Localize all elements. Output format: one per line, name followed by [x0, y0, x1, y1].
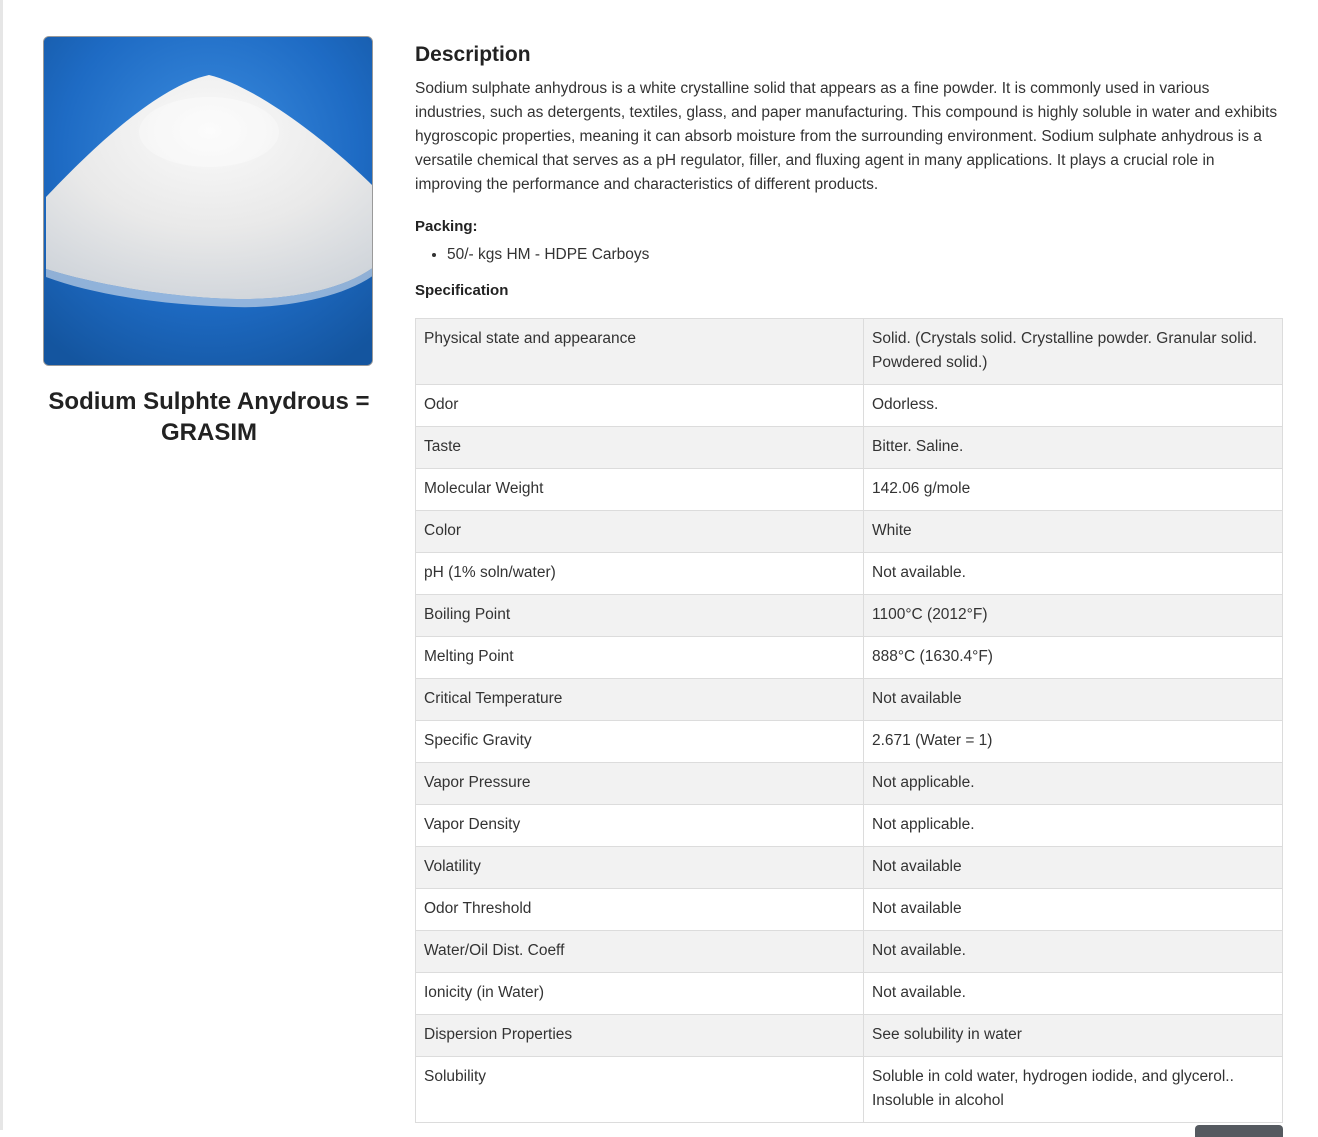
spec-property: Melting Point	[416, 637, 864, 679]
table-row	[416, 1015, 1283, 1057]
spec-value: Not available.	[864, 931, 1283, 973]
product-panel	[43, 36, 375, 448]
spec-property: Vapor Pressure	[416, 763, 864, 805]
page-left-edge	[0, 0, 3, 1130]
spec-property: Solubility	[416, 1057, 864, 1123]
spec-property: Physical state and appearance	[416, 319, 864, 385]
spec-value: Not available	[864, 847, 1283, 889]
spec-value: Not available	[864, 679, 1283, 721]
spec-property: Odor Threshold	[416, 889, 864, 931]
product-details	[415, 40, 1283, 1123]
spec-value: 2.671 (Water = 1)	[864, 721, 1283, 763]
specification-table	[415, 318, 1283, 1123]
spec-property: Volatility	[416, 847, 864, 889]
spec-value: White	[864, 511, 1283, 553]
table-row	[416, 553, 1283, 595]
table-row	[416, 721, 1283, 763]
table-row	[416, 973, 1283, 1015]
table-row	[416, 1057, 1283, 1123]
product-title: Sodium Sulphte Anydrous = GRASIM	[48, 388, 370, 446]
packing-list	[415, 243, 1283, 267]
spec-property: Dispersion Properties	[416, 1015, 864, 1057]
table-row	[416, 889, 1283, 931]
spec-property: Odor	[416, 385, 864, 427]
spec-property: Boiling Point	[416, 595, 864, 637]
spec-value: Not available.	[864, 553, 1283, 595]
description-text: Sodium sulphate anhydrous is a white crystalline solid that appears as a fine powder. It is commonly used in various industries, such as detergents, textiles, glass, and paper manufacturing. This compound is highly soluble in water and exhibits hygroscopic properties, meaning it can absorb moisture from the surrounding environment. Sodium sulphate anhydrous is a versatile chemical that serves as a pH regulator, filler, and fluxing agent in many applications. It plays a crucial role in improving the performance and characteristics of different products.	[415, 80, 1278, 193]
spec-value: 142.06 g/mole	[864, 469, 1283, 511]
table-row	[416, 637, 1283, 679]
table-row	[416, 511, 1283, 553]
packing-heading: Packing:	[415, 218, 478, 235]
specification-heading: Specification	[415, 282, 509, 299]
spec-property: Molecular Weight	[416, 469, 864, 511]
spec-value: 888°C (1630.4°F)	[864, 637, 1283, 679]
spec-property: Critical Temperature	[416, 679, 864, 721]
spec-property: Taste	[416, 427, 864, 469]
table-row	[416, 763, 1283, 805]
spec-value: Solid. (Crystals solid. Crystalline powder. Granular solid. Powdered solid.)	[864, 319, 1283, 385]
spec-property: Specific Gravity	[416, 721, 864, 763]
spec-property: pH (1% soln/water)	[416, 553, 864, 595]
spec-property: Water/Oil Dist. Coeff	[416, 931, 864, 973]
spec-value: Not applicable.	[864, 763, 1283, 805]
table-row	[416, 319, 1283, 385]
spec-property: Color	[416, 511, 864, 553]
spec-value: See solubility in water	[864, 1015, 1283, 1057]
product-image	[43, 36, 373, 366]
table-row	[416, 805, 1283, 847]
table-row	[416, 847, 1283, 889]
spec-value: Not available	[864, 889, 1283, 931]
table-row	[416, 469, 1283, 511]
spec-value: Not available.	[864, 973, 1283, 1015]
table-row	[416, 427, 1283, 469]
table-row	[416, 931, 1283, 973]
table-row	[416, 679, 1283, 721]
spec-property: Ionicity (in Water)	[416, 973, 864, 1015]
spec-value: Odorless.	[864, 385, 1283, 427]
spec-value: Not applicable.	[864, 805, 1283, 847]
powder-pile-photo-icon	[44, 37, 373, 366]
bottom-button[interactable]	[1195, 1125, 1283, 1137]
table-row	[416, 595, 1283, 637]
packing-item: • 50/- kgs HM - HDPE Carboys	[447, 243, 1283, 267]
table-row	[416, 385, 1283, 427]
spec-value: Bitter. Saline.	[864, 427, 1283, 469]
spec-property: Vapor Density	[416, 805, 864, 847]
description-heading: Description	[415, 43, 531, 66]
spec-value: 1100°C (2012°F)	[864, 595, 1283, 637]
spec-value: Soluble in cold water, hydrogen iodide, and glycerol.. Insoluble in alcohol	[864, 1057, 1283, 1123]
